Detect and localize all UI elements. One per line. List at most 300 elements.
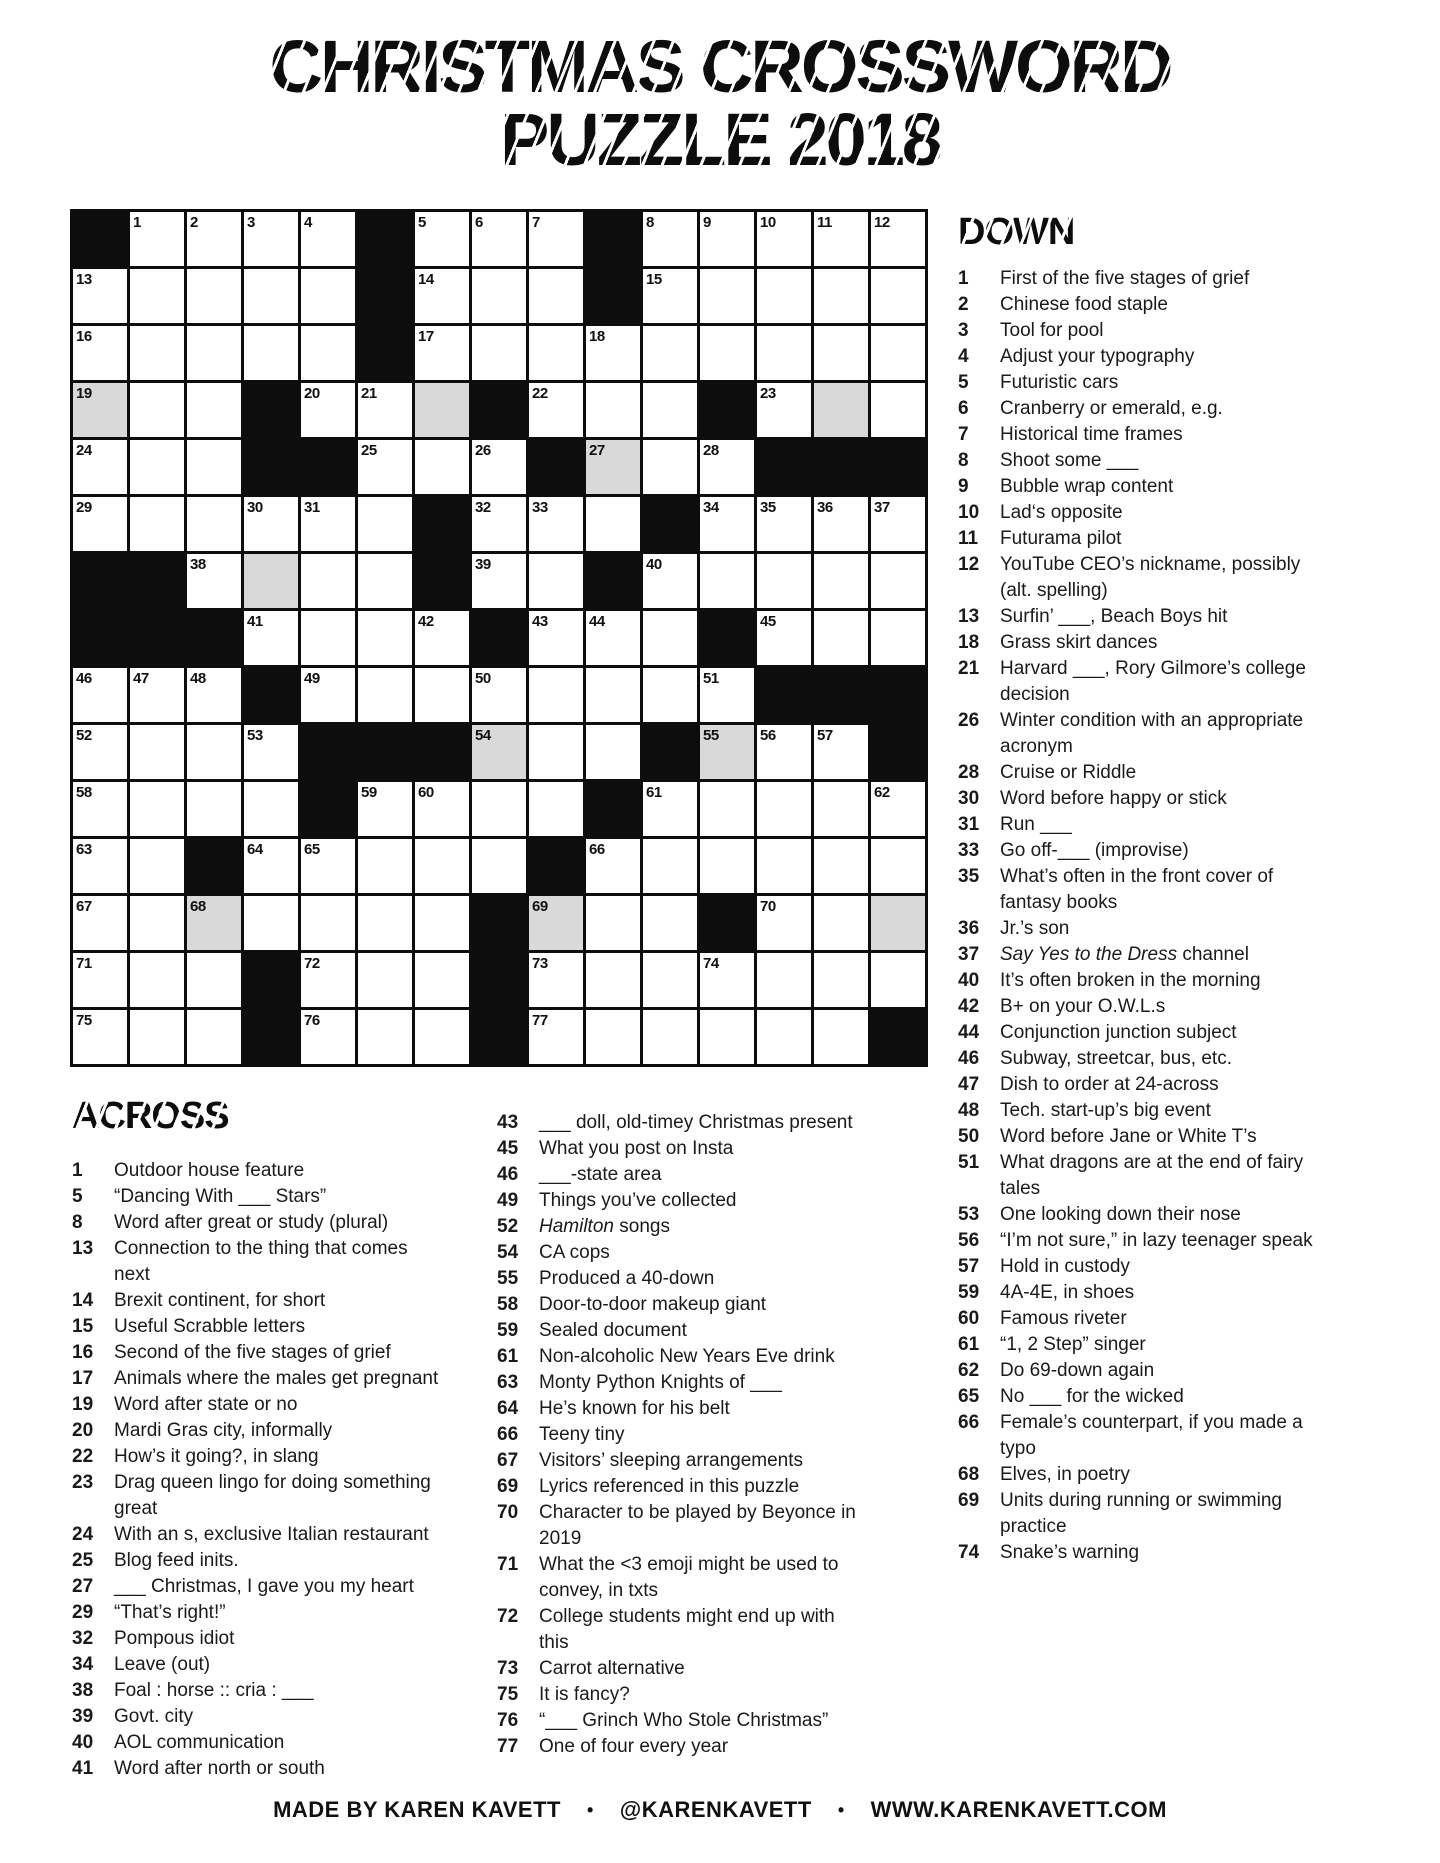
clue-text: Historical time frames <box>1000 424 1183 445</box>
grid-cell-black <box>529 440 583 494</box>
grid-cell[interactable] <box>757 782 811 836</box>
grid-cell[interactable] <box>814 611 868 665</box>
grid-cell[interactable] <box>529 326 583 380</box>
grid-cell[interactable] <box>643 839 697 893</box>
clue-text: Produced a 40-down <box>539 1268 715 1289</box>
grid-cell[interactable] <box>472 440 526 494</box>
grid-cell-black <box>187 611 241 665</box>
clue-text: Shoot some ___ <box>1000 450 1139 471</box>
grid-cell-black <box>358 269 412 323</box>
clue-text: Brexit continent, for short <box>114 1290 326 1311</box>
grid-cell[interactable] <box>187 440 241 494</box>
grid-cell-black <box>244 383 298 437</box>
clue-text: Female’s counterpart, if you made a typo <box>1000 1412 1303 1459</box>
grid-cell[interactable] <box>415 440 469 494</box>
clue-item <box>497 1448 947 1474</box>
grid-cell[interactable] <box>643 383 697 437</box>
grid-cell[interactable] <box>814 326 868 380</box>
cell-number: 65 <box>304 841 320 858</box>
grid-cell[interactable] <box>358 668 412 722</box>
clue-number: 19 <box>72 1394 94 1415</box>
clue-number: 68 <box>958 1464 980 1485</box>
grid-cell[interactable] <box>187 1010 241 1064</box>
grid-cell[interactable] <box>130 440 184 494</box>
cell-number: 33 <box>532 499 548 516</box>
grid-cell[interactable] <box>586 1010 640 1064</box>
clue-text: Mardi Gras city, informally <box>114 1420 333 1441</box>
grid-cell[interactable] <box>358 953 412 1007</box>
grid-cell[interactable] <box>130 896 184 950</box>
grid-cell-shaded[interactable] <box>814 383 868 437</box>
clue-number: 22 <box>72 1446 94 1467</box>
grid-cell[interactable] <box>358 383 412 437</box>
grid-cell[interactable] <box>472 839 526 893</box>
grid-cell[interactable] <box>814 212 868 266</box>
grid-cell[interactable] <box>586 611 640 665</box>
clue-text: Run ___ <box>1000 814 1072 835</box>
grid-cell[interactable] <box>529 668 583 722</box>
cell-number: 13 <box>76 271 92 288</box>
grid-cell[interactable] <box>301 212 355 266</box>
grid-cell[interactable] <box>757 953 811 1007</box>
grid-cell[interactable] <box>187 725 241 779</box>
grid-cell[interactable] <box>415 782 469 836</box>
grid-cell-shaded[interactable] <box>244 554 298 608</box>
grid-cell[interactable] <box>814 896 868 950</box>
grid-cell[interactable] <box>415 839 469 893</box>
grid-cell[interactable] <box>472 497 526 551</box>
grid-cell[interactable] <box>73 896 127 950</box>
clue-text: Do 69-down again <box>1000 1360 1155 1381</box>
grid-cell-black <box>244 953 298 1007</box>
cell-number: 4 <box>304 214 312 231</box>
grid-cell[interactable] <box>643 611 697 665</box>
footer-bullet-icon: • <box>837 1800 845 1820</box>
grid-cell[interactable] <box>244 839 298 893</box>
grid-cell[interactable] <box>529 554 583 608</box>
clue-number: 56 <box>958 1230 980 1251</box>
clue-item <box>958 448 1428 474</box>
grid-cell[interactable] <box>757 326 811 380</box>
grid-cell[interactable] <box>130 839 184 893</box>
grid-cell[interactable] <box>73 326 127 380</box>
grid-cell[interactable] <box>301 668 355 722</box>
grid-cell[interactable] <box>244 326 298 380</box>
grid-cell[interactable] <box>529 497 583 551</box>
cell-number: 75 <box>76 1012 92 1029</box>
grid-cell[interactable] <box>700 212 754 266</box>
clue-item <box>72 1470 502 1522</box>
clue-item <box>72 1652 502 1678</box>
grid-cell[interactable] <box>187 953 241 1007</box>
grid-cell-shaded[interactable] <box>415 383 469 437</box>
grid-cell[interactable] <box>757 212 811 266</box>
grid-cell-shaded[interactable] <box>472 725 526 779</box>
clue-text: Tool for pool <box>1000 320 1104 341</box>
grid-cell[interactable] <box>871 383 925 437</box>
grid-cell[interactable] <box>700 953 754 1007</box>
grid-cell[interactable] <box>244 497 298 551</box>
clue-number: 59 <box>497 1320 519 1341</box>
clue-text: First of the five stages of grief <box>1000 268 1250 289</box>
grid-cell[interactable] <box>130 782 184 836</box>
grid-cell[interactable] <box>301 497 355 551</box>
grid-cell[interactable] <box>643 1010 697 1064</box>
grid-cell[interactable] <box>130 953 184 1007</box>
grid-cell[interactable] <box>814 839 868 893</box>
clue-number: 75 <box>497 1684 519 1705</box>
cell-number: 10 <box>760 214 776 231</box>
grid-cell[interactable] <box>187 383 241 437</box>
clue-number: 46 <box>497 1164 519 1185</box>
grid-cell[interactable] <box>586 383 640 437</box>
cell-number: 5 <box>418 214 426 231</box>
grid-cell[interactable] <box>757 896 811 950</box>
grid-cell[interactable] <box>244 269 298 323</box>
clue-number: 61 <box>958 1334 980 1355</box>
grid-cell-black <box>73 212 127 266</box>
clue-number: 50 <box>958 1126 980 1147</box>
grid-cell[interactable] <box>187 668 241 722</box>
clue-text: CA cops <box>539 1242 610 1263</box>
clue-item <box>497 1370 947 1396</box>
grid-cell-black <box>472 1010 526 1064</box>
cell-number: 41 <box>247 613 263 630</box>
grid-cell[interactable] <box>358 782 412 836</box>
grid-cell[interactable] <box>586 668 640 722</box>
clue-item <box>958 422 1428 448</box>
clue-item <box>497 1604 947 1656</box>
cell-number: 56 <box>760 727 776 744</box>
grid-cell[interactable] <box>358 554 412 608</box>
grid-cell[interactable] <box>871 554 925 608</box>
grid-cell[interactable] <box>643 326 697 380</box>
grid-cell[interactable] <box>73 440 127 494</box>
grid-cell[interactable] <box>757 611 811 665</box>
clue-text: Units during running or swimming practice <box>1000 1490 1282 1537</box>
grid-cell[interactable] <box>301 269 355 323</box>
clue-item <box>958 500 1428 526</box>
grid-cell-black <box>871 440 925 494</box>
clue-text: “Dancing With ___ Stars” <box>114 1186 327 1207</box>
clue-text: Carrot alternative <box>539 1658 685 1679</box>
grid-cell[interactable] <box>130 668 184 722</box>
grid-cell[interactable] <box>643 953 697 1007</box>
grid-cell[interactable] <box>529 212 583 266</box>
grid-cell[interactable] <box>643 782 697 836</box>
grid-cell[interactable] <box>358 497 412 551</box>
clue-number: 55 <box>497 1268 519 1289</box>
clue-text: Surfin’ ___, Beach Boys hit <box>1000 606 1228 627</box>
grid-cell[interactable] <box>643 212 697 266</box>
cell-number: 52 <box>76 727 92 744</box>
grid-cell[interactable] <box>472 212 526 266</box>
grid-cell[interactable] <box>472 782 526 836</box>
grid-cell[interactable] <box>700 782 754 836</box>
grid-cell[interactable] <box>814 1010 868 1064</box>
grid-cell[interactable] <box>814 554 868 608</box>
grid-cell[interactable] <box>757 383 811 437</box>
grid-cell[interactable] <box>871 326 925 380</box>
clue-item <box>958 604 1428 630</box>
grid-cell[interactable] <box>130 212 184 266</box>
grid-cell[interactable] <box>643 440 697 494</box>
grid-cell[interactable] <box>871 782 925 836</box>
grid-cell[interactable] <box>700 269 754 323</box>
grid-cell-black <box>472 953 526 1007</box>
grid-cell[interactable] <box>301 839 355 893</box>
grid-cell[interactable] <box>244 896 298 950</box>
grid-cell[interactable] <box>529 782 583 836</box>
grid-cell[interactable] <box>529 725 583 779</box>
clue-text: Non-alcoholic New Years Eve drink <box>539 1346 835 1367</box>
grid-cell[interactable] <box>643 896 697 950</box>
grid-cell[interactable] <box>358 1010 412 1064</box>
grid-cell[interactable] <box>871 497 925 551</box>
grid-cell[interactable] <box>301 383 355 437</box>
clue-text: B+ on your O.W.L.s <box>1000 996 1166 1017</box>
grid-cell[interactable] <box>130 725 184 779</box>
grid-cell[interactable] <box>187 326 241 380</box>
clue-item <box>72 1548 502 1574</box>
cell-number: 20 <box>304 385 320 402</box>
grid-cell[interactable] <box>814 269 868 323</box>
grid-cell[interactable] <box>415 1010 469 1064</box>
cell-number: 61 <box>646 784 662 801</box>
grid-cell[interactable] <box>700 668 754 722</box>
grid-cell[interactable] <box>586 326 640 380</box>
grid-cell-shaded[interactable] <box>187 896 241 950</box>
cell-number: 17 <box>418 328 434 345</box>
grid-cell[interactable] <box>472 668 526 722</box>
grid-cell[interactable] <box>643 269 697 323</box>
grid-cell[interactable] <box>586 953 640 1007</box>
clue-number: 33 <box>958 840 980 861</box>
clue-number: 24 <box>72 1524 94 1545</box>
grid-cell[interactable] <box>643 554 697 608</box>
grid-cell[interactable] <box>700 326 754 380</box>
grid-cell[interactable] <box>700 497 754 551</box>
grid-cell[interactable] <box>73 839 127 893</box>
grid-cell[interactable] <box>871 953 925 1007</box>
grid-cell[interactable] <box>757 554 811 608</box>
grid-cell[interactable] <box>472 554 526 608</box>
grid-cell[interactable] <box>529 269 583 323</box>
grid-cell-black <box>358 212 412 266</box>
clue-number: 32 <box>72 1628 94 1649</box>
clue-number: 58 <box>497 1294 519 1315</box>
clue-number: 64 <box>497 1398 519 1419</box>
clue-text: Grass skirt dances <box>1000 632 1158 653</box>
clue-text: Tech. start-up’s big event <box>1000 1100 1211 1121</box>
grid-cell[interactable] <box>871 269 925 323</box>
clue-number: 35 <box>958 866 980 887</box>
grid-cell[interactable] <box>757 269 811 323</box>
grid-cell[interactable] <box>814 725 868 779</box>
grid-cell[interactable] <box>130 383 184 437</box>
grid-cell[interactable] <box>358 611 412 665</box>
grid-cell[interactable] <box>130 269 184 323</box>
grid-cell[interactable] <box>73 725 127 779</box>
grid-cell[interactable] <box>643 668 697 722</box>
grid-cell[interactable] <box>415 953 469 1007</box>
clue-text: “___ Grinch Who Stole Christmas” <box>539 1710 829 1731</box>
grid-cell[interactable] <box>757 497 811 551</box>
grid-cell-black <box>871 1010 925 1064</box>
grid-cell[interactable] <box>73 668 127 722</box>
cell-number: 2 <box>190 214 198 231</box>
grid-cell[interactable] <box>529 953 583 1007</box>
clue-number: 7 <box>958 424 969 445</box>
page-title-line2: PUZZLE 2018 <box>500 98 940 181</box>
grid-cell[interactable] <box>472 269 526 323</box>
clue-text: Pompous idiot <box>114 1628 235 1649</box>
clue-number: 37 <box>958 944 980 965</box>
grid-cell[interactable] <box>301 953 355 1007</box>
grid-cell[interactable] <box>358 440 412 494</box>
clue-number: 42 <box>958 996 980 1017</box>
cell-number: 59 <box>361 784 377 801</box>
grid-cell-black <box>130 554 184 608</box>
grid-cell-shaded[interactable] <box>871 896 925 950</box>
grid-cell[interactable] <box>415 269 469 323</box>
cell-number: 28 <box>703 442 719 459</box>
grid-cell[interactable] <box>358 896 412 950</box>
grid-cell[interactable] <box>814 782 868 836</box>
clue-text: Cranberry or emerald, e.g. <box>1000 398 1223 419</box>
grid-cell[interactable] <box>871 212 925 266</box>
clue-item <box>958 1254 1428 1280</box>
grid-cell[interactable] <box>244 782 298 836</box>
clue-item <box>958 266 1428 292</box>
clue-item <box>958 1488 1428 1540</box>
grid-cell[interactable] <box>187 269 241 323</box>
grid-cell[interactable] <box>73 782 127 836</box>
clue-number: 60 <box>958 1308 980 1329</box>
down-clues-list <box>958 266 1428 1566</box>
grid-cell[interactable] <box>700 440 754 494</box>
clue-number: 1 <box>958 268 969 289</box>
grid-cell[interactable] <box>244 212 298 266</box>
clue-item <box>958 1046 1428 1072</box>
clue-text: Word before happy or stick <box>1000 788 1227 809</box>
clue-number: 9 <box>958 476 969 497</box>
crossword-grid[interactable] <box>70 209 928 1067</box>
grid-cell[interactable] <box>415 212 469 266</box>
grid-cell[interactable] <box>529 383 583 437</box>
clue-item <box>958 344 1428 370</box>
grid-cell[interactable] <box>358 839 412 893</box>
grid-cell[interactable] <box>301 554 355 608</box>
grid-cell[interactable] <box>244 725 298 779</box>
clue-item <box>497 1240 947 1266</box>
grid-cell[interactable] <box>187 782 241 836</box>
grid-cell[interactable] <box>73 953 127 1007</box>
clue-number: 61 <box>497 1346 519 1367</box>
grid-cell[interactable] <box>700 1010 754 1064</box>
clue-item <box>958 786 1428 812</box>
clue-text: Go off-___ (improvise) <box>1000 840 1189 861</box>
grid-cell[interactable] <box>529 1010 583 1064</box>
cell-number: 53 <box>247 727 263 744</box>
grid-cell[interactable] <box>130 326 184 380</box>
clue-text: Word after north or south <box>114 1758 325 1779</box>
grid-cell-shaded[interactable] <box>586 440 640 494</box>
grid-cell-shaded[interactable] <box>700 725 754 779</box>
clue-number: 44 <box>958 1022 980 1043</box>
grid-cell[interactable] <box>301 611 355 665</box>
grid-cell[interactable] <box>757 725 811 779</box>
grid-cell[interactable] <box>529 611 583 665</box>
grid-cell[interactable] <box>700 554 754 608</box>
clue-item <box>72 1366 502 1392</box>
grid-cell[interactable] <box>415 326 469 380</box>
grid-cell[interactable] <box>586 497 640 551</box>
grid-cell-black <box>358 326 412 380</box>
grid-cell-black <box>301 725 355 779</box>
clue-item <box>72 1730 502 1756</box>
grid-cell[interactable] <box>871 611 925 665</box>
grid-cell[interactable] <box>415 668 469 722</box>
grid-cell[interactable] <box>301 326 355 380</box>
grid-cell[interactable] <box>757 1010 811 1064</box>
clue-text: Outdoor house feature <box>114 1160 305 1181</box>
clue-item <box>958 1098 1428 1124</box>
grid-cell[interactable] <box>130 497 184 551</box>
grid-cell[interactable] <box>187 212 241 266</box>
grid-cell[interactable] <box>187 497 241 551</box>
grid-cell[interactable] <box>757 839 811 893</box>
cell-number: 18 <box>589 328 605 345</box>
clue-text: AOL communication <box>114 1732 285 1753</box>
grid-cell-shaded[interactable] <box>529 896 583 950</box>
grid-cell[interactable] <box>814 497 868 551</box>
clue-number: 67 <box>497 1450 519 1471</box>
clue-number: 69 <box>958 1490 980 1511</box>
grid-cell[interactable] <box>301 896 355 950</box>
grid-cell[interactable] <box>586 725 640 779</box>
footer-bullet-icon: • <box>586 1800 594 1820</box>
grid-cell-shaded[interactable] <box>73 383 127 437</box>
grid-cell[interactable] <box>700 839 754 893</box>
grid-cell-black <box>586 554 640 608</box>
grid-cell[interactable] <box>814 953 868 1007</box>
grid-cell[interactable] <box>586 839 640 893</box>
cell-number: 32 <box>475 499 491 516</box>
clue-item <box>72 1522 502 1548</box>
clue-item <box>497 1474 947 1500</box>
grid-cell[interactable] <box>415 896 469 950</box>
grid-cell[interactable] <box>73 497 127 551</box>
clue-number: 76 <box>497 1710 519 1731</box>
clue-text: Govt. city <box>114 1706 194 1727</box>
grid-cell[interactable] <box>244 611 298 665</box>
clue-text: What dragons are at the end of fairy tales <box>1000 1152 1304 1199</box>
clue-item <box>72 1574 502 1600</box>
grid-cell[interactable] <box>472 326 526 380</box>
clue-item <box>958 760 1428 786</box>
grid-cell[interactable] <box>415 611 469 665</box>
grid-cell[interactable] <box>586 896 640 950</box>
grid-cell[interactable] <box>73 1010 127 1064</box>
cell-number: 55 <box>703 727 719 744</box>
grid-cell[interactable] <box>187 554 241 608</box>
clue-number: 70 <box>497 1502 519 1523</box>
grid-cell[interactable] <box>871 839 925 893</box>
grid-cell[interactable] <box>301 1010 355 1064</box>
grid-cell[interactable] <box>73 269 127 323</box>
grid-cell[interactable] <box>130 1010 184 1064</box>
